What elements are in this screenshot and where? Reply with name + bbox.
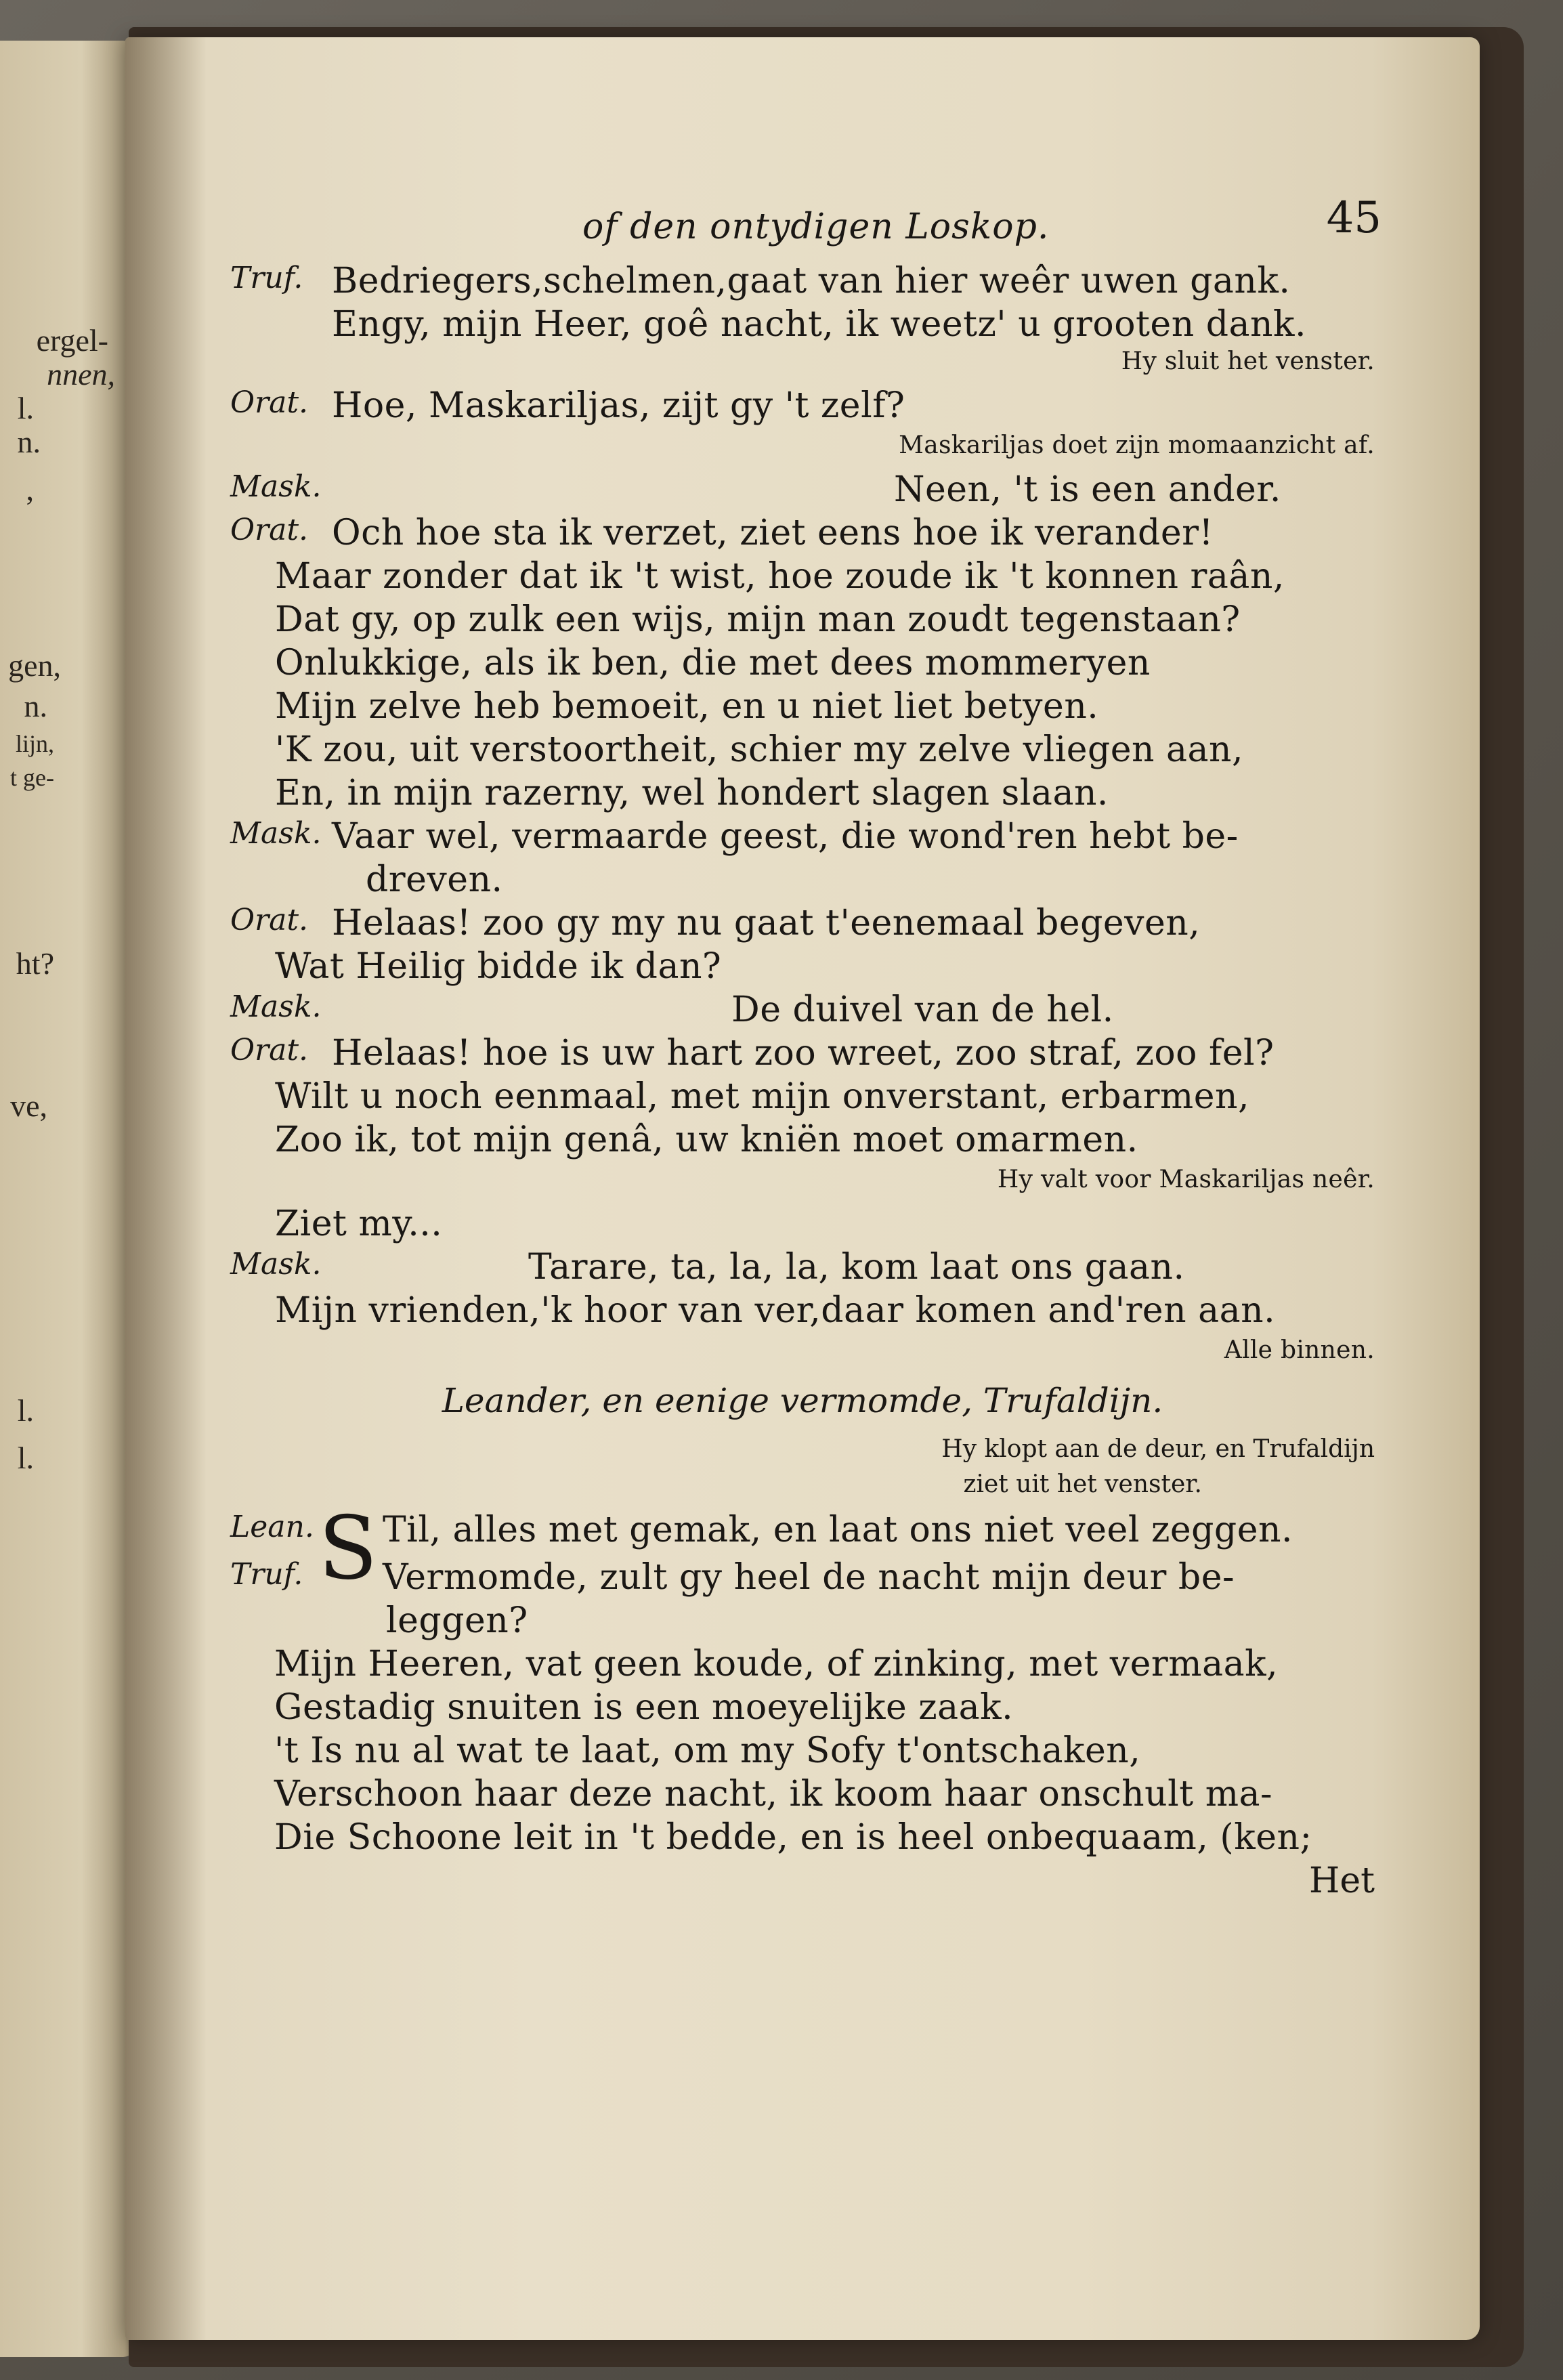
dialogue-line [230, 990, 1375, 1033]
stage-direction-line [230, 1334, 1375, 1374]
speaker-label: Mask. [230, 1247, 322, 1281]
left-page-fragment: nnen, [47, 357, 115, 391]
speech-text: Hoe, Maskariljas, zijt gy 't zelf? [332, 385, 905, 426]
left-page-fragment: lijn, [15, 730, 54, 757]
speech-text: leggen? [386, 1600, 528, 1641]
speech-text: Bedriegers,schelmen,gaat van hier weêr uwen gank. [332, 261, 1291, 301]
page-number: 45 [1326, 193, 1382, 243]
dialogue-line [230, 903, 1375, 946]
stage-direction: Hy sluit het venster. [1121, 347, 1375, 375]
dialogue-line [230, 1600, 1375, 1644]
dialogue-line [230, 1076, 1375, 1120]
stage-direction: Hy valt voor Maskariljas neêr. [997, 1166, 1375, 1193]
speech-text: Onlukkige, als ik ben, die met dees mommeryen [275, 643, 1151, 683]
catchword-text: Het [1308, 1861, 1375, 1901]
speech-text: De duivel van de hel. [731, 990, 1114, 1030]
speaker-label: Orat. [230, 513, 309, 547]
catchword [230, 1861, 1375, 1908]
speaker-label: Mask. [230, 469, 322, 504]
speech-text: Mijn zelve heb bemoeit, en u niet liet betyen. [275, 686, 1099, 727]
dialogue-line [230, 1204, 1375, 1247]
speech-text: Helaas! hoe is uw hart zoo wreet, zoo straf, zoo fel? [332, 1033, 1275, 1074]
speech-text: Wilt u noch eenmaal, met mijn onverstant, erbarmen, [275, 1076, 1250, 1117]
left-page-fragment: n. [17, 425, 41, 459]
left-page-fragment: l. [17, 391, 34, 425]
dialogue-line [230, 686, 1375, 729]
left-page-fragment: ht? [16, 946, 54, 981]
dialogue-line [230, 1247, 1375, 1290]
dialogue-line [230, 1730, 1375, 1774]
running-head [230, 179, 1382, 261]
speaker-label: Truf. [230, 261, 303, 295]
stage-direction: Maskariljas doet zijn momaanzicht af. [899, 431, 1375, 459]
left-page-fragment: t ge- [10, 764, 54, 791]
stage-direction: Alle binnen. [1224, 1336, 1375, 1364]
scene-heading [230, 1374, 1375, 1435]
dialogue-line [230, 1817, 1375, 1861]
dialogue-line [230, 773, 1375, 816]
drop-cap: S [318, 1498, 378, 1599]
dialogue-line [230, 599, 1375, 643]
speech-text: Neen, 't is een ander. [894, 469, 1281, 510]
speech-text: En, in mijn razerny, wel hondert slagen slaan. [275, 773, 1109, 813]
page-text [230, 179, 1382, 1908]
stage-direction-line [230, 429, 1375, 469]
scene-stage-direction [230, 1435, 1375, 1510]
left-page-fragment: l. [17, 1393, 34, 1428]
speech-text: Gestadig snuiten is een moeyelijke zaak. [274, 1687, 1014, 1728]
dialogue-line [230, 1033, 1375, 1076]
left-page-fragment: , [26, 472, 34, 507]
speech-text: Maar zonder dat ik 't wist, hoe zoude ik 't konnen raân, [275, 556, 1285, 597]
dialogue-line [230, 556, 1375, 599]
speaker-label: Orat. [230, 903, 309, 937]
speech-text: Tarare, ta, la, la, kom laat ons gaan. [528, 1247, 1185, 1288]
left-page-fragment: ergel- [36, 323, 108, 358]
dialogue-line [230, 859, 1375, 903]
stage-direction-line [230, 1163, 1375, 1204]
speaker-label: Mask. [230, 816, 322, 851]
speaker-label: Lean. [230, 1510, 314, 1544]
speech-text: Vaar wel, vermaarde geest, die wond'ren hebt be- [332, 816, 1239, 857]
dialogue-line [230, 261, 1375, 304]
dialogue-line [230, 1687, 1375, 1730]
speech-text: Och hoe sta ik verzet, ziet eens hoe ik verander! [332, 513, 1214, 553]
speech-text: Engy, mijn Heer, goê nacht, ik weetz' u grooten dank. [332, 304, 1307, 345]
left-page-fragment: l. [17, 1441, 34, 1475]
dialogue-line [230, 816, 1375, 859]
running-title: of den ontydigen Loskop. [582, 207, 1050, 247]
speaker-label: Mask. [230, 990, 322, 1024]
dialogue-line [230, 385, 1375, 429]
speech-text: Helaas! zoo gy my nu gaat t'eenemaal begeven, [332, 903, 1201, 943]
speech-text: Til, alles met gemak, en laat ons niet veel zeggen. [383, 1510, 1293, 1550]
speech-text: Vermomde, zult gy heel de nacht mijn deur be- [383, 1557, 1235, 1598]
dialogue-line [230, 513, 1375, 556]
dialogue-line [230, 1644, 1375, 1687]
stage-direction-line [230, 345, 1375, 385]
speech-text: 'K zou, uit verstoortheit, schier my zelve vliegen aan, [275, 729, 1244, 770]
dialogue-line [230, 1290, 1375, 1334]
dialogue-line [230, 469, 1375, 513]
speech-text: Mijn vrienden,'k hoor van ver,daar komen and'ren aan. [275, 1290, 1276, 1331]
dialogue-line [230, 1557, 1375, 1600]
left-page-fragment: n. [24, 689, 47, 723]
speech-text: Ziet my... [275, 1204, 443, 1244]
speech-text: dreven. [366, 859, 503, 900]
stage-direction: ziet uit het venster. [963, 1470, 1202, 1498]
stage-direction: Hy klopt aan de deur, en Trufaldijn [941, 1435, 1375, 1463]
speech-text: Die Schoone leit in 't bedde, en is heel onbequaam, (ken; [274, 1817, 1312, 1858]
speech-text: Dat gy, op zulk een wijs, mijn man zoudt tegenstaan? [275, 599, 1241, 640]
speaker-label: Orat. [230, 385, 309, 420]
left-page-edge [0, 41, 135, 2357]
book-page [125, 37, 1480, 2340]
dialogue-line [230, 729, 1375, 773]
speech-text: Zoo ik, tot mijn genâ, uw kniën moet omarmen. [275, 1120, 1138, 1160]
speech-text: 't Is nu al wat te laat, om my Sofy t'ontschaken, [274, 1730, 1141, 1771]
gutter-shadow [125, 37, 207, 2340]
scene-heading-text: Leander, en eenige vermomde, Trufaldijn. [442, 1381, 1163, 1420]
dialogue-line [230, 946, 1375, 990]
dialogue-line [230, 1774, 1375, 1817]
speech-text: Wat Heilig bidde ik dan? [275, 946, 722, 987]
speaker-label: Truf. [230, 1557, 303, 1592]
dialogue-line [230, 1120, 1375, 1163]
speaker-label: Orat. [230, 1033, 309, 1067]
speech-text: Mijn Heeren, vat geen koude, of zinking, met vermaak, [274, 1644, 1279, 1684]
left-page-fragment: ve, [10, 1088, 47, 1123]
dialogue-line [230, 304, 1375, 345]
left-page-fragment: gen, [8, 648, 61, 683]
dialogue-line [230, 643, 1375, 686]
speech-text: Verschoon haar deze nacht, ik koom haar onschult ma- [274, 1774, 1273, 1814]
